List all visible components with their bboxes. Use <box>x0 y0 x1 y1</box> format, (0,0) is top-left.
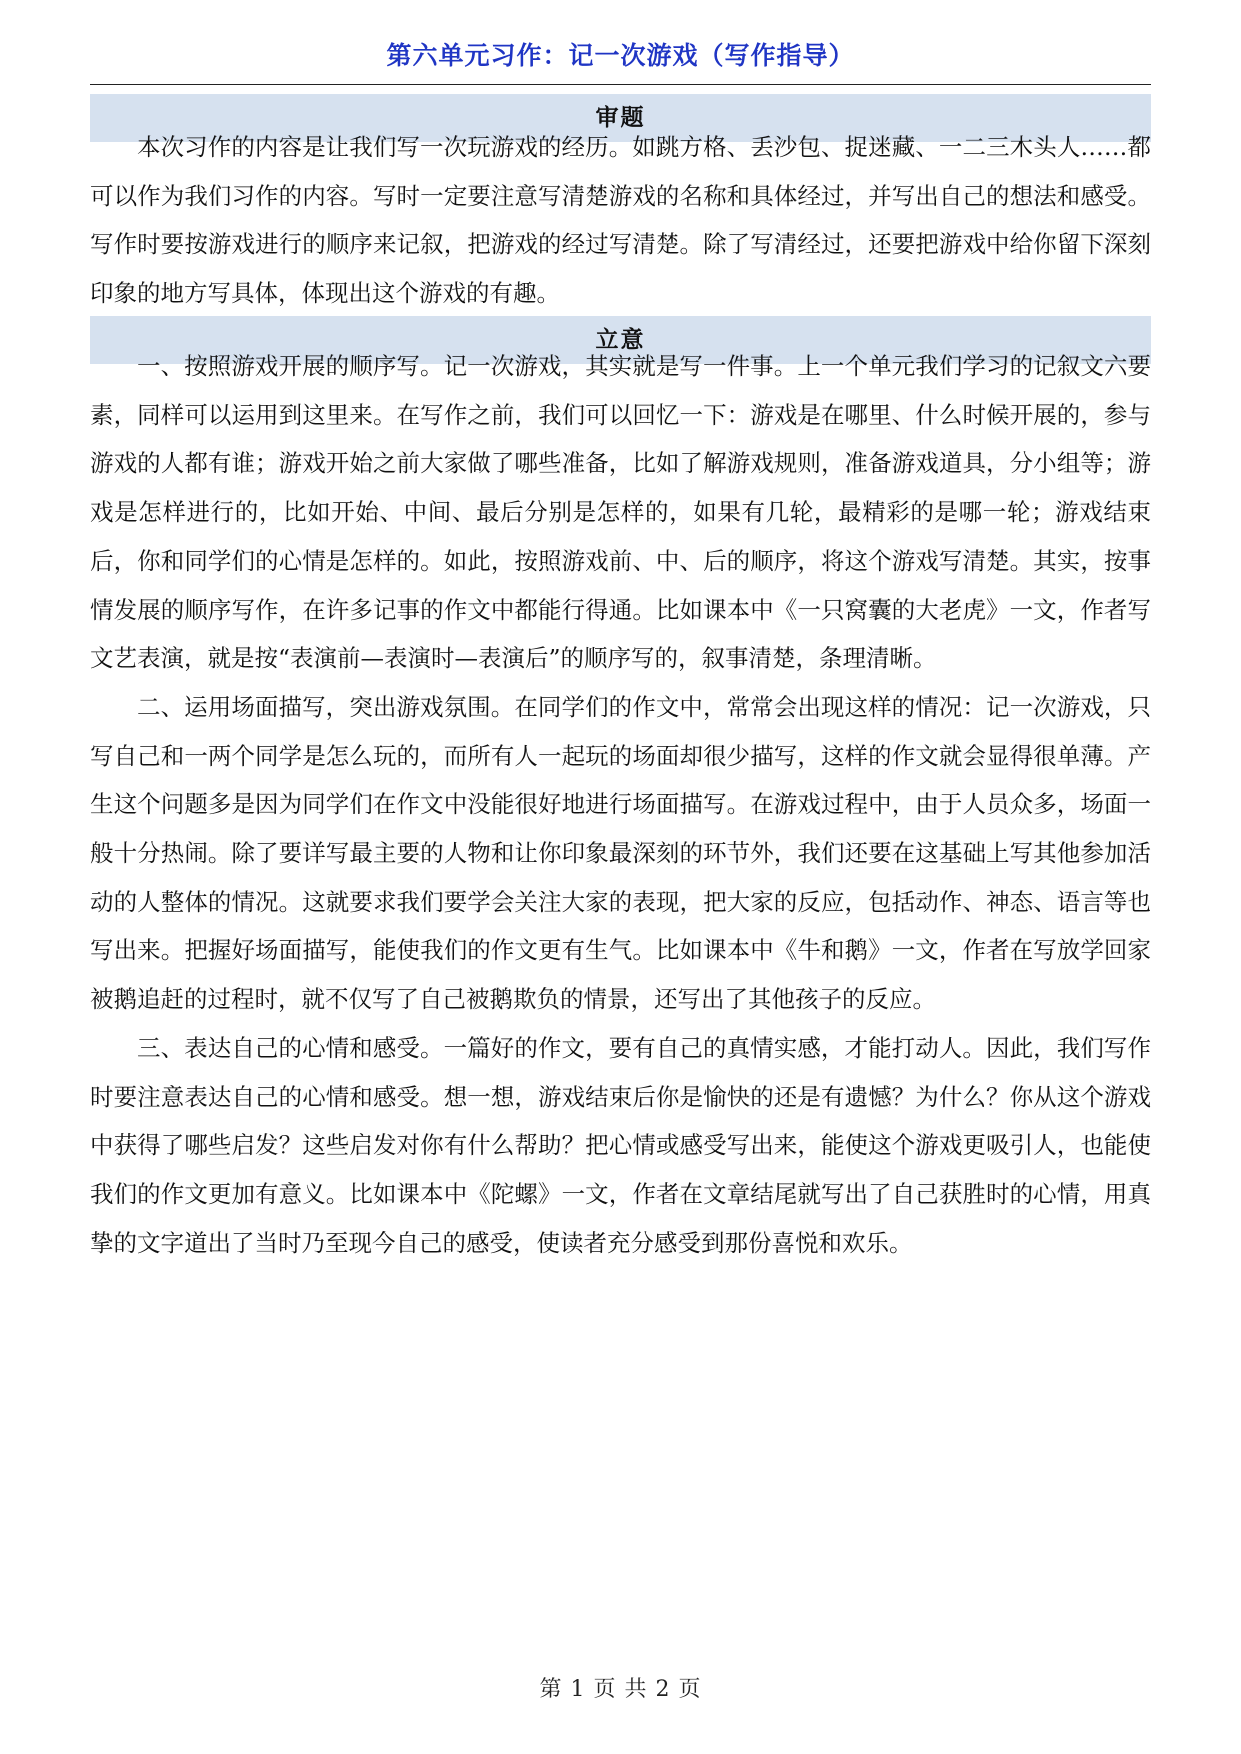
paragraph: 二、运用场面描写，突出游戏氛围。在同学们的作文中，常常会出现这样的情况：记一次游戏，只写自己和一两个同学是怎么玩的，而所有人一起玩的场面却很少描写，这样的作文就会显得很单薄。产生这个问题多是因为同学们在作文中没能很好地进行场面描写。在游戏过程中，由于人员众多，场面一般十分热闹。除了要详写最主要的人物和让你印象最深刻的环节外，我们还要在这基础上写其他参加活动的人整体的情况。这就要求我们要学会关注大家的表现，把大家的反应，包括动作、神态、语言等也写出来。把握好场面描写，能使我们的作文更有生气。比如课本中《牛和鹅》一文，作者在写放学回家被鹅追赶的过程时，就不仅写了自己被鹅欺负的情景，还写出了其他孩子的反应。 <box>90 692 1151 1014</box>
document-title: 第六单元习作：记一次游戏（写作指导） <box>386 41 855 70</box>
paragraph: 一、按照游戏开展的顺序写。记一次游戏，其实就是写一件事。上一个单元我们学习的记叙文六要素，同样可以运用到这里来。在写作之前，我们可以回忆一下：游戏是在哪里、什么时候开展的，参与游戏的人都有谁；游戏开始之前大家做了哪些准备，比如了解游戏规则，准备游戏道具，分小组等；游戏是怎样进行的，比如开始、中间、最后分别是怎样的，如果有几轮，最精彩的是哪一轮；游戏结束后，你和同学们的心情是怎样的。如此，按照游戏前、中、后的顺序，将这个游戏写清楚。其实，按事情发展的顺序写作，在许多记事的作文中都能行得通。比如课本中《一只窝囊的大老虎》一文，作者写文艺表演，就是按“表演前—表演时—表演后”的顺序写的，叙事清楚，条理清晰。 <box>90 352 1151 673</box>
paragraph: 本次习作的内容是让我们写一次玩游戏的经历。如跳方格、丢沙包、捉迷藏、一二三木头人……都可以作为我们习作的内容。写时一定要注意写清楚游戏的名称和具体经过，并写出自己的想法和感受。写作时要按游戏进行的顺序来记叙，把游戏的经过写清楚。除了写清经过，还要把游戏中给你留下深刻印象的地方写具体，体现出这个游戏的有趣。 <box>90 133 1151 308</box>
section-heading-shenti: 审题 <box>90 94 1151 142</box>
section-heading-liyi: 立意 <box>90 316 1151 364</box>
paragraph: 三、表达自己的心情和感受。一篇好的作文，要有自己的真情实感，才能打动人。因此，我们写作时要注意表达自己的心情和感受。想一想，游戏结束后你是愉快的还是有遗憾？为什么？你从这个游戏中获得了哪些启发？这些启发对你有什么帮助？把心情或感受写出来，能使这个游戏更吸引人，也能使我们的作文更加有意义。比如课本中《陀螺》一文，作者在文章结尾就写出了自己获胜时的心情，用真挚的文字道出了当时乃至现今自己的感受，使读者充分感受到那份喜悦和欢乐。 <box>90 1033 1151 1257</box>
section-body-shenti <box>90 123 1151 318</box>
title-divider <box>90 84 1151 85</box>
section-body-liyi <box>90 342 1151 1267</box>
page-number-footer: 第 1 页 共 2 页 <box>539 1677 702 1702</box>
